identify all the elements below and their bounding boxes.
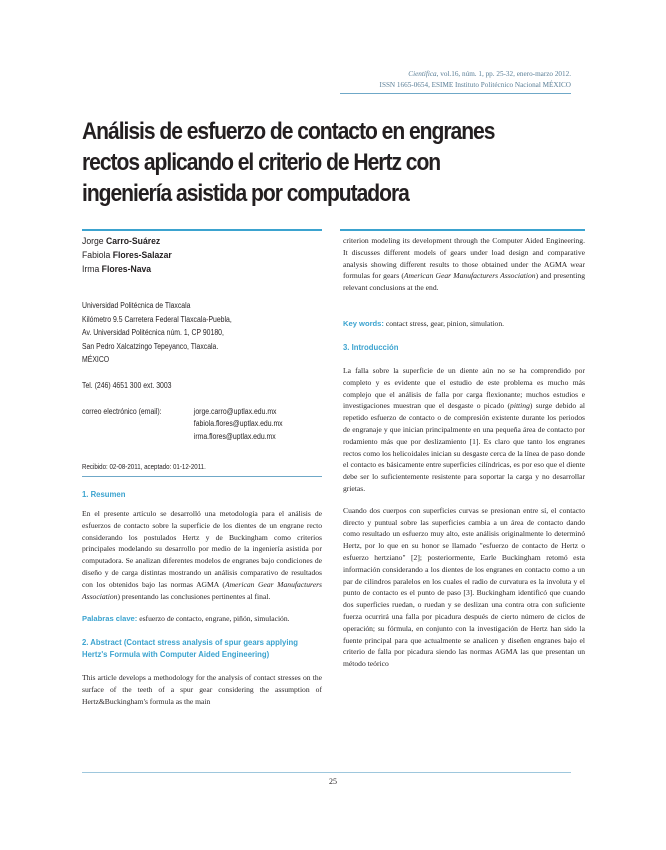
affiliation bbox=[82, 299, 323, 367]
key-words: Key words: contact stress, gear, pinion, simulation. bbox=[343, 319, 505, 328]
affiliation-line: MÉXICO bbox=[82, 355, 110, 365]
abstract-text-continued: criterion modeling its development through the Computer Aided Engineering. It discusses different models of gears under load design and comparative analysis showing different results to those obtained under the AGMA wear formulas for gears (American Gear Manufacturers Association) and presenting relevant conclusions at the end. bbox=[343, 236, 585, 293]
intro-paragraph: La falla sobre la superficie de un diente aún no se ha comprendido por completo y es evidente que el estudio de este problema es mucho más complejo que el análisis de falla por carga flexionante; muchos estudios e investigaciones muestran que el desgaste o picado (pitting) surge debido al repetido esfuerzo de contacto o de compresión existente durante los periodos de engranaje y que inician principalmente en una pequeña área de contacto por rodamiento más que por deslizamiento [1]. Es claro que tanto los engranes rectos como los helicoidales inician su desgaste cerca de la línea de paso donde el contacto es básicamente entre superficies cilíndricas, es por eso que el diente debe ser lo suficientemente resistente para soportar la carga y no desarrollar grietas. bbox=[343, 366, 585, 493]
email-link[interactable]: fabiola.flores@uptlax.edu.mx bbox=[193, 419, 283, 429]
author: Irma Flores-Nava bbox=[82, 264, 152, 275]
email-link[interactable]: irma.flores@uptlax.edu.mx bbox=[193, 431, 276, 441]
affiliation-line: Av. Universidad Politécnica núm. 1, CP 90180, bbox=[82, 328, 224, 338]
title-line: Análisis de esfuerzo de contacto en engranes bbox=[82, 118, 495, 145]
phone: Tel. (246) 4651 300 ext. 3003 bbox=[82, 381, 172, 390]
article-title bbox=[82, 116, 529, 209]
journal-citation: Científica, vol.16, núm. 1, pp. 25-32, enero-marzo 2012. bbox=[408, 70, 571, 78]
affiliation-line: Kilómetro 9.5 Carretera Federal Tlaxcala-Puebla, bbox=[82, 314, 232, 324]
page-number: 25 bbox=[329, 777, 337, 786]
footer-rule bbox=[82, 772, 571, 773]
author: Fabiola Flores-Salazar bbox=[82, 250, 172, 261]
title-line: rectos aplicando el criterio de Hertz con bbox=[82, 149, 441, 176]
author: Jorge Carro-Suárez bbox=[82, 236, 161, 247]
email-block bbox=[82, 406, 340, 443]
resumen-heading: 1. Resumen bbox=[82, 489, 126, 499]
title-line: ingeniería asistida por computadora bbox=[82, 180, 409, 207]
abstract-heading: 2. Abstract (Contact stress analysis of spur gears applying Hertz's Formula with Computer Aided Engineering) bbox=[82, 637, 298, 659]
email-link[interactable]: jorge.carro@uptlax.edu.mx bbox=[193, 407, 277, 416]
author-list bbox=[82, 235, 298, 277]
resumen-text: En el presente artículo se desarrolló una metodología para el análisis de esfuerzos de contacto sobre la superficie de los dientes de un engrane recto considerando los postulados Hertz y de Buckingham como criterios principales modelando su desarrollo por medio de la ingeniería asistida por computadora. Se analizan diferentes modelos de engranes bajo condiciones de diseño y de carga distintas mostrando un análisis comparativo de resultados con los obtenidos bajo las normas AGMA (American Gear Manufacturers Association) presentando las conclusiones pertinentes al final. bbox=[82, 509, 323, 601]
intro-text bbox=[343, 365, 585, 670]
abstract-text: This article develops a methodology for the analysis of contact stresses on the surface of the teeth of a spur gear considering the assumption of Hertz&Buckingham's formula as the main bbox=[82, 673, 322, 706]
header-rule bbox=[340, 93, 571, 94]
issn-line: ISSN 1665-0654, ESIME Instituto Politécnico Nacional MÉXICO bbox=[379, 81, 571, 89]
divider bbox=[82, 476, 322, 477]
affiliation-line: Universidad Politécnica de Tlaxcala bbox=[82, 301, 191, 310]
left-column-rule bbox=[82, 229, 322, 231]
intro-paragraph: Cuando dos cuerpos con superficies curvas se presionan entre sí, el contacto directo y puntual sobre las superficies cambia a un área de contacto dando como resultado un esfuerzo muy alto, este análisis originalmente lo determinó Hertz, por lo que en su honor se llamado "esfuerzo de contacto de Hertz o esfuerzo hertziano" [2]; posteriormente, Earle Buckingham retomó esta información considerando a los dientes de los engranes en contacto como a un par de cilindros paralelos en los cuales el radio de curvatura es la involuta y el punto de contacto es el punto de paso [3]. Buckingham identificó que cuando dos superficies ruedan, o ruedan y se deslizan una contra otra con suficiente fuerza ocurrirá una falla por picadura después de cierto número de ciclos de operación; su fórmula, en conjunto con la investigación de Hertz han sido la fuente principal para que actualmente se analicen y diseñen engranes bajo el criterio de falla por picadura siendo las normas AGMA las que presentan un método teórico bbox=[343, 505, 585, 669]
affiliation-line: San Pedro Xalcatzingo Tepeyanco, Tlaxcala. bbox=[82, 341, 219, 351]
received-dates: Recibido: 02-08-2011, aceptado: 01-12-2011. bbox=[82, 462, 206, 471]
right-column-rule bbox=[340, 229, 585, 231]
email-label: correo electrónico (email): bbox=[82, 407, 162, 416]
intro-heading: 3. Introducción bbox=[343, 342, 399, 352]
palabras-clave: Palabras clave: esfuerzo de contacto, engrane, piñón, simulación. bbox=[82, 614, 290, 623]
